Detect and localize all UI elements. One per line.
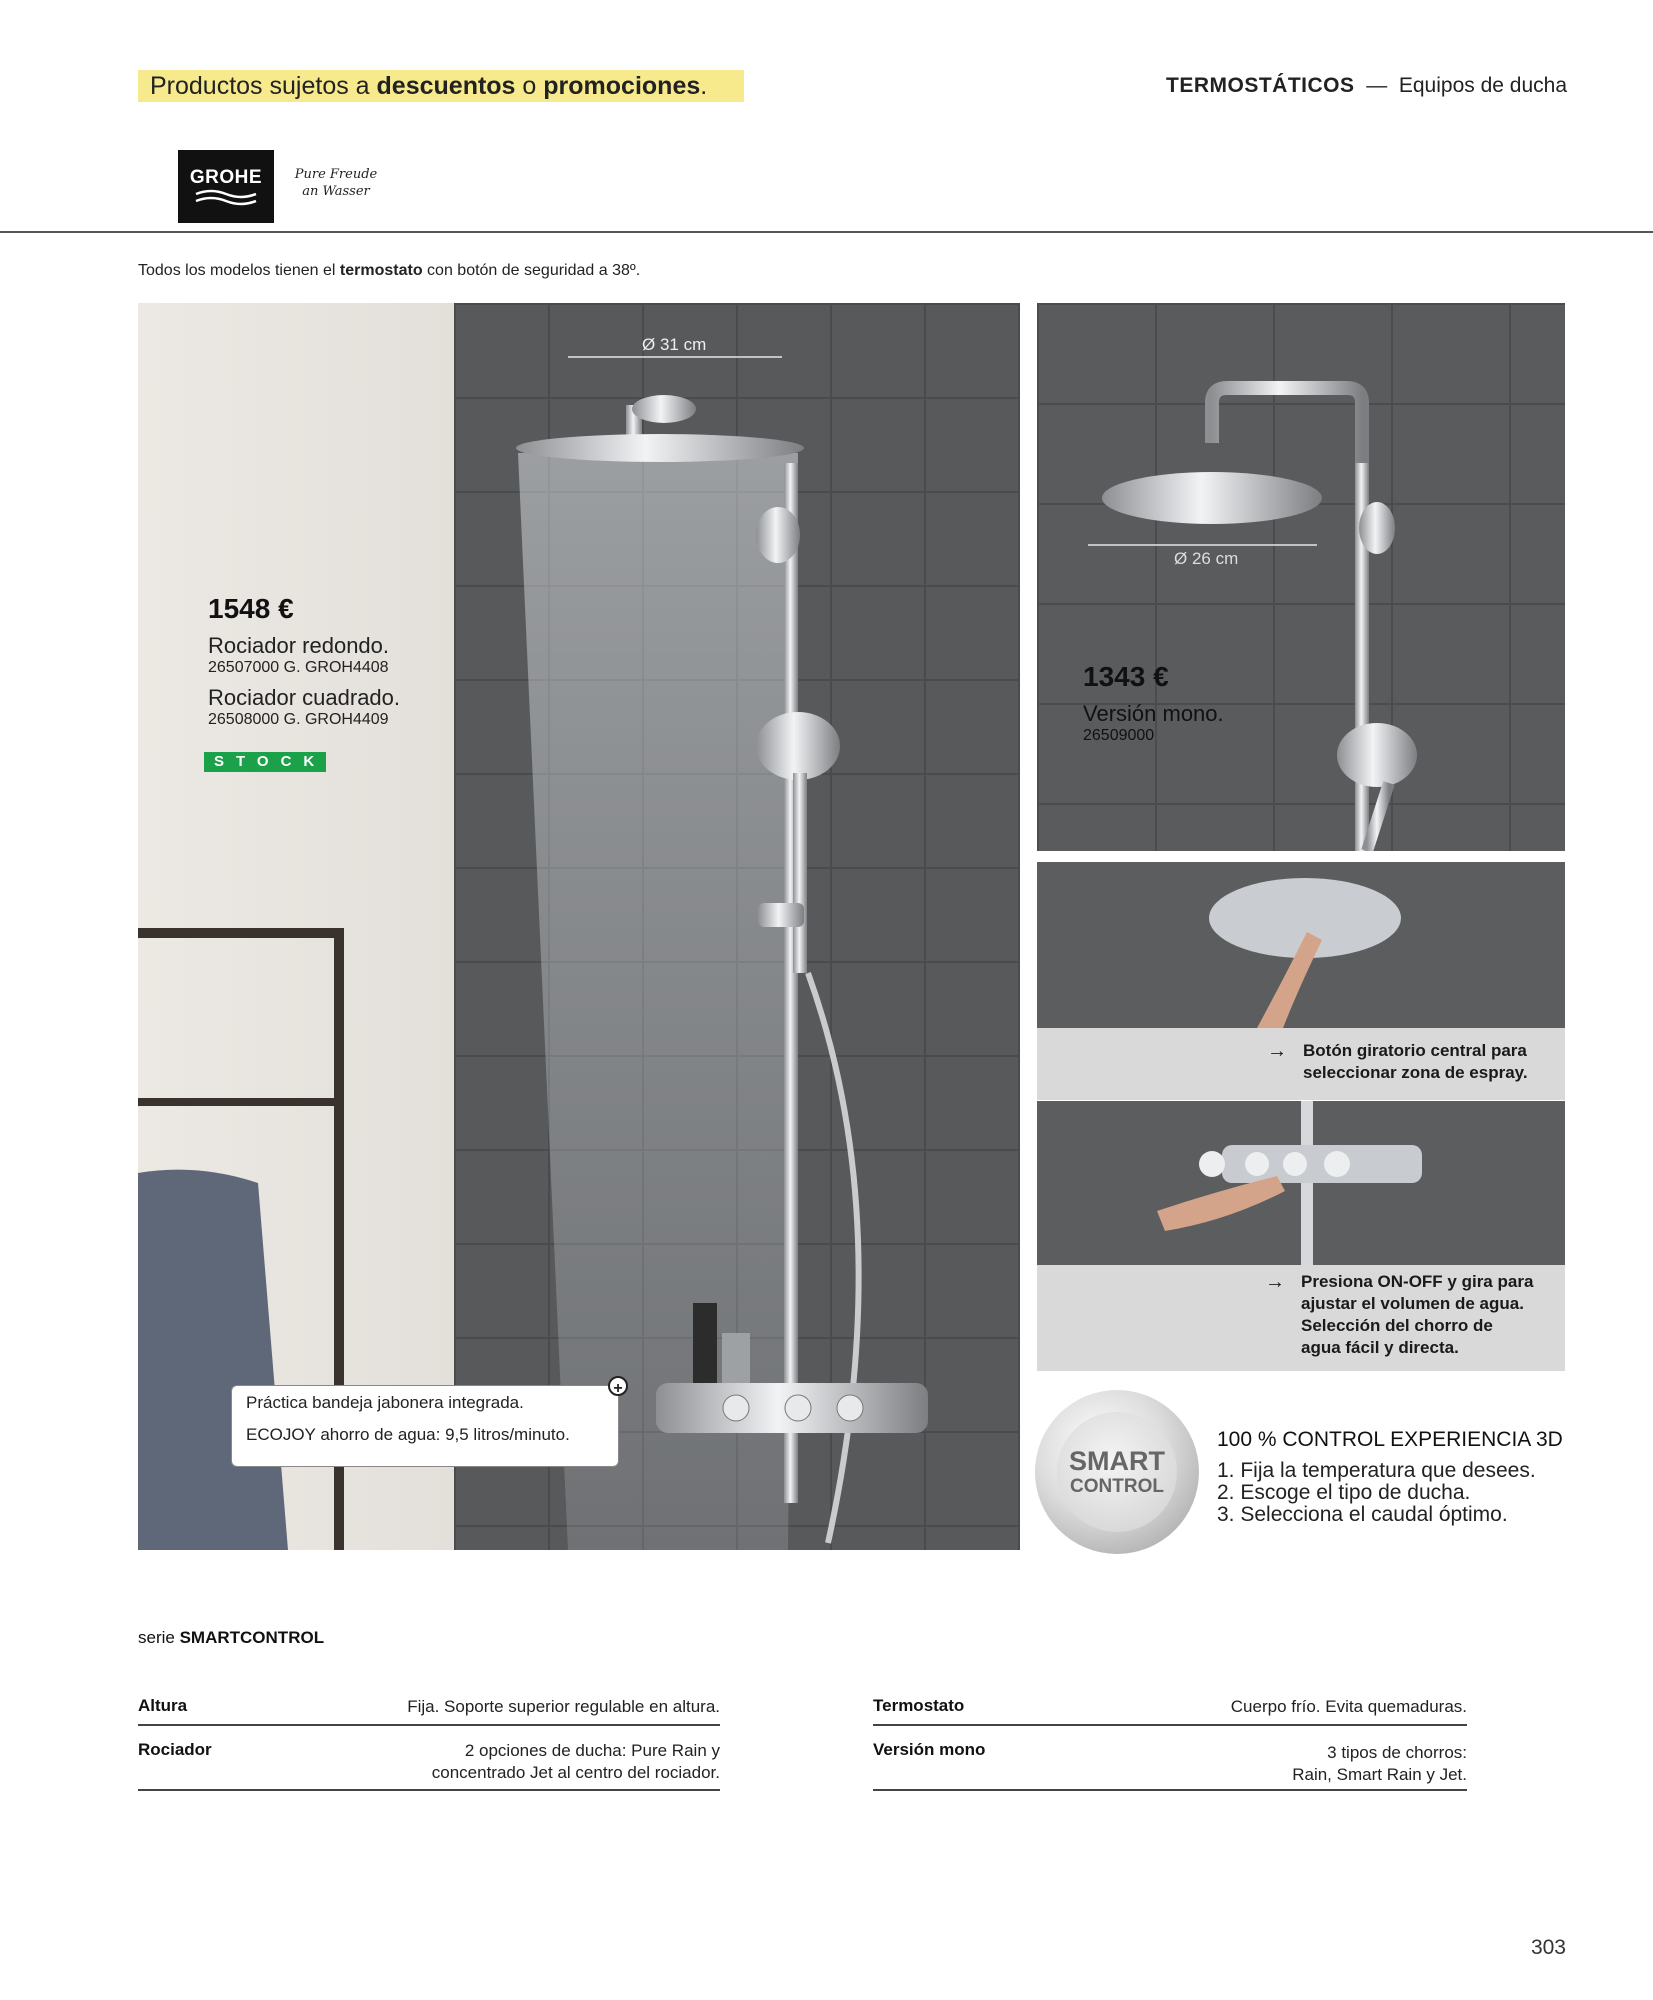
spec-value-version-mono <box>1020 1742 1467 1786</box>
smart-label: SMART <box>1069 1446 1165 1476</box>
spec-value-rociador-line-2: concentrado Jet al centro del rociador. <box>431 1763 720 1782</box>
smart-control-step-3: 3. Selecciona el caudal óptimo. <box>1217 1503 1508 1526</box>
feature-1-line-2: seleccionar zona de espray. <box>1303 1063 1528 1082</box>
feature-2-line-2: ajustar el volumen de agua. <box>1301 1294 1524 1313</box>
serie-prefix: serie <box>138 1628 175 1647</box>
feature-2-line-1: Presiona ON-OFF y gira para <box>1301 1272 1534 1291</box>
promo-bold-discounts: descuentos <box>376 72 516 100</box>
feature-panel-onoff <box>1037 1101 1565 1371</box>
thermostat-knob-2 <box>785 1395 811 1421</box>
spec-divider <box>138 1724 720 1726</box>
smart-control-badge <box>1035 1390 1199 1554</box>
smart-control-step-1: 1. Fija la temperatura que desees. <box>1217 1459 1536 1482</box>
model-square-code: 26508000 G. GROH4409 <box>208 711 389 728</box>
mono-product-photo <box>1037 303 1565 851</box>
feature-1-image <box>1037 862 1565 1028</box>
model-round-name: Rociador redondo. <box>208 633 390 658</box>
spec-label-rociador: Rociador <box>138 1740 212 1759</box>
feature-2-line-3: Selección del chorro de <box>1301 1316 1493 1335</box>
shower-head <box>516 434 804 462</box>
thermostat-knob-1 <box>723 1395 749 1421</box>
smart-control-title: 100 % CONTROL EXPERIENCIA 3D <box>1217 1428 1563 1451</box>
product-tube <box>722 1333 750 1383</box>
feature-1-text <box>1303 1040 1528 1084</box>
product-bottle <box>693 1303 717 1383</box>
spec-value-rociador-line-1: 2 opciones de ducha: Pure Rain y <box>464 1741 720 1760</box>
mono-shower-head <box>1102 472 1322 524</box>
feature-2-caption <box>1037 1265 1565 1371</box>
mono-head-arm <box>1212 388 1362 783</box>
section-dash: — <box>1366 74 1388 97</box>
spec-value-rociador <box>300 1740 720 1784</box>
mono-price-block <box>1083 661 1224 745</box>
grohe-logo <box>178 150 274 223</box>
ladder-rung-2 <box>138 1098 342 1106</box>
knob-b <box>1245 1152 1269 1176</box>
intro-text <box>138 262 640 280</box>
feature-panel-spray <box>1037 862 1565 1100</box>
knob-d <box>1324 1151 1350 1177</box>
stock-badge: STOCK <box>204 752 326 772</box>
slider-bracket <box>758 903 804 927</box>
brand-tagline <box>286 166 386 200</box>
spec-value-altura <box>300 1696 720 1718</box>
spec-value-altura-line-1: Fija. Soporte superior regulable en altura. <box>407 1697 720 1716</box>
spec-label-version-mono: Versión mono <box>873 1740 986 1759</box>
spec-divider <box>138 1789 720 1791</box>
hand-2 <box>1157 1176 1285 1231</box>
model-round-code: 26507000 G. GROH4408 <box>208 659 389 676</box>
main-product-photo <box>138 303 1020 1550</box>
smart-control-step-2: 2. Escoge el tipo de ducha. <box>1217 1481 1471 1504</box>
spec-divider <box>873 1724 1467 1726</box>
spec-value-termostato <box>1020 1696 1467 1718</box>
serie-title <box>138 1628 324 1648</box>
callout-ecojoy: ECOJOY ahorro de agua: 9,5 litros/minuto. <box>246 1425 570 1444</box>
shower-hose <box>808 973 859 1543</box>
wall-bracket <box>756 507 800 563</box>
spec-label-altura: Altura <box>138 1696 188 1715</box>
head-mount <box>632 395 696 423</box>
shower-column-illustration <box>138 303 1020 1550</box>
mono-diameter-label: Ø 26 cm <box>1174 549 1239 568</box>
features-callout <box>231 1380 623 1467</box>
control-label: CONTROL <box>1070 1476 1164 1497</box>
header-divider <box>0 231 1653 233</box>
mono-name: Versión mono. <box>1083 701 1224 726</box>
towel <box>138 1170 288 1550</box>
section-title <box>1166 74 1567 98</box>
arrow-right-icon: → <box>1267 1040 1287 1062</box>
mono-shower-illustration <box>1037 303 1565 851</box>
spray-dial-illustration <box>1037 862 1565 1028</box>
plus-icon[interactable]: + <box>608 1376 628 1396</box>
logo-wordmark: GROHE <box>189 167 263 188</box>
ladder-rung <box>138 928 342 938</box>
promo-mid: o <box>522 72 537 100</box>
section-category: TERMOSTÁTICOS <box>1166 74 1355 97</box>
mono-bracket <box>1359 502 1395 554</box>
feature-2-line-4: agua fácil y directa. <box>1301 1338 1459 1357</box>
feature-1-caption <box>1037 1028 1565 1100</box>
intro-suffix: con botón de seguridad a 38º. <box>427 262 641 279</box>
thermostat-illustration <box>1037 1101 1565 1265</box>
model-square-name: Rociador cuadrado. <box>208 685 401 710</box>
intro-bold: termostato <box>339 262 423 279</box>
thermostat-knob-3 <box>837 1395 863 1421</box>
spec-value-mono-line-1: 3 tipos de chorros: <box>1327 1743 1467 1762</box>
arrow-right-icon-2: → <box>1265 1271 1285 1293</box>
tagline-line-1: Pure Freude <box>294 167 378 182</box>
tagline-line-2: an Wasser <box>302 184 370 199</box>
promo-banner <box>138 70 744 102</box>
promo-bold-promotions: promociones <box>543 72 701 100</box>
spec-divider <box>873 1789 1467 1791</box>
callout-soap-tray: Práctica bandeja jabonera integrada. <box>246 1393 524 1412</box>
promo-prefix: Productos sujetos a <box>150 72 370 100</box>
section-subcategory: Equipos de ducha <box>1398 74 1567 97</box>
spec-label-termostato: Termostato <box>873 1696 965 1715</box>
hand-shower <box>756 712 840 780</box>
main-price-block <box>208 593 400 729</box>
hand-shower-handle <box>793 773 807 973</box>
main-diameter-label: Ø 31 cm <box>642 335 707 354</box>
serie-name: SMARTCONTROL <box>179 1628 325 1647</box>
smart-control-dial <box>1057 1412 1177 1532</box>
spec-value-termostato-line-1: Cuerpo frío. Evita quemaduras. <box>1230 1697 1467 1716</box>
shower-rail <box>784 463 798 1503</box>
page-number: 303 <box>1530 1936 1566 1959</box>
mono-hand-shower <box>1337 723 1417 787</box>
main-price: 1548 € <box>208 593 294 624</box>
smart-control-list <box>1217 1460 1536 1526</box>
intro-prefix: Todos los modelos tienen el <box>138 262 336 279</box>
feature-1-line-1: Botón giratorio central para <box>1303 1041 1527 1060</box>
spec-value-mono-line-2: Rain, Smart Rain y Jet. <box>1292 1765 1467 1784</box>
mono-price: 1343 € <box>1083 661 1169 692</box>
feature-2-text <box>1301 1271 1533 1359</box>
mono-code: 26509000 <box>1083 727 1155 744</box>
promo-end: . <box>700 72 708 100</box>
mono-handle <box>1367 783 1389 851</box>
knob-a <box>1199 1151 1225 1177</box>
feature-2-image <box>1037 1101 1565 1265</box>
knob-c <box>1283 1152 1307 1176</box>
